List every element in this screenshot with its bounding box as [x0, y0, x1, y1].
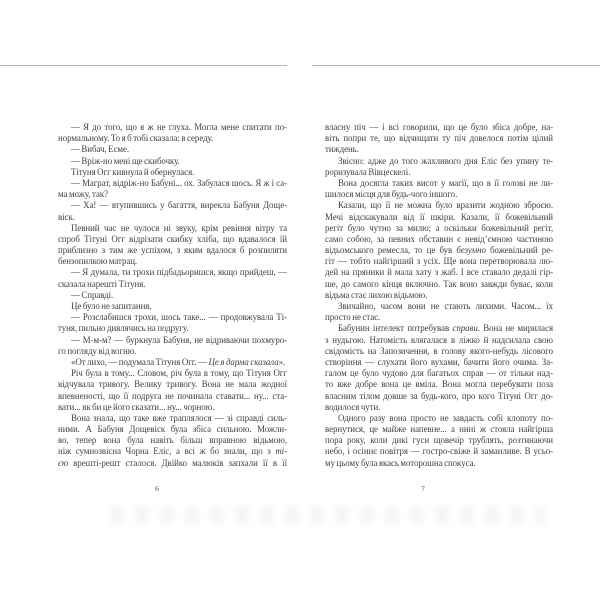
- text-line: [58, 301, 287, 312]
- text-segment: віск.: [58, 211, 75, 222]
- text-segment: з нудьгою. Натомість влягалася в ліжко й надсилала свою: [325, 334, 553, 345]
- text-line: [325, 245, 553, 256]
- text-segment: Певний час не чулося ні звуку, крім ревіння вітру та: [71, 222, 287, 233]
- text-segment: свідомість на Запозичення, в голову якого-небудь лісового: [325, 345, 553, 356]
- text-segment: — М-м-м? — буркнула Бабуня, не відриваючи похмуро-: [71, 334, 287, 345]
- text-segment: му цьому була якась моторошна спокуса.: [325, 457, 476, 468]
- text-segment: гіт — тобто найгірший з усіх. Ще вона перетворювала лю-: [325, 256, 553, 267]
- text-segment: галом це було чудово для багатьох справ — от тільки над-: [325, 368, 553, 379]
- text-line: [325, 335, 553, 346]
- text-line: [58, 279, 287, 290]
- text-segment: впевненості, що її подруга не починала ставати... ну... ста-: [58, 390, 287, 401]
- text-line: [325, 301, 553, 312]
- text-line: [325, 323, 553, 334]
- text-line: [325, 346, 553, 357]
- text-segment: Казали, що її не можна було вразити жодною зброєю.: [338, 200, 553, 211]
- text-line: [325, 435, 553, 446]
- text-segment: во, тепер вона була навіть більш вправною відьмою,: [58, 435, 287, 446]
- text-line: [58, 223, 287, 234]
- text-line: [325, 379, 553, 390]
- text-segment: Бабунин інтелект потребував: [338, 323, 453, 334]
- text-line: [325, 223, 553, 234]
- text-segment: тиждень.: [325, 144, 359, 155]
- text-segment: шилося місця для будь-чого іншого.: [325, 189, 458, 200]
- text-line: [58, 312, 287, 323]
- text-segment: відьма стає лихою відьмою.: [325, 289, 428, 300]
- text-line: [58, 346, 287, 357]
- text-line: [58, 256, 287, 267]
- page-number-right: 7: [421, 484, 425, 493]
- text-line: [58, 323, 287, 334]
- page-right-text: [325, 122, 553, 469]
- text-line: [325, 446, 553, 457]
- text-line: [325, 256, 553, 267]
- text-line: [58, 234, 287, 245]
- italic-text-segment: справи: [452, 323, 478, 334]
- text-line: [58, 402, 287, 413]
- text-segment: — Вибач, Есме.: [71, 144, 129, 155]
- text-line: [325, 312, 553, 323]
- text-segment: небо, і осіннє повітря — гостро-свіже й заманливе. В усьо-: [325, 446, 553, 457]
- text-segment: роризувала Вівцескелі.: [325, 166, 411, 177]
- faint-watermark: [110, 506, 546, 524]
- text-segment: відьомського ремесла, то це був: [325, 245, 457, 256]
- text-line: [58, 144, 287, 155]
- text-line: [325, 234, 553, 245]
- text-segment: вати... як би це його сказати... ну... чорною.: [58, 401, 215, 412]
- text-segment: божевільний ре-: [485, 245, 553, 256]
- text-line: [325, 290, 553, 301]
- text-segment: — Я думала, ти трохи підбадьоришся, якщо прийдеш, —: [71, 267, 287, 278]
- text-line: [325, 458, 553, 469]
- text-segment: — Я до того, що я ж не глуха. Могла мене спитати по-: [71, 122, 287, 132]
- text-line: [58, 245, 287, 256]
- text-segment: Одного разу вона просто не завдасть собі клопоту по-: [338, 412, 553, 423]
- page-number-left: 6: [155, 484, 159, 493]
- text-segment: Вона знала, що таке вже траплялося — зі справді силь-: [71, 412, 287, 423]
- text-segment: само собою, за певних обставин є невід’ємною частиною: [325, 233, 553, 244]
- text-segment: — Маграт, відріж-но Бабуні... ох. Забулася шось. Я ж і са-: [71, 177, 287, 188]
- italic-text-segment: Це я дарма сказала: [208, 356, 279, 367]
- text-segment: врешті-решт сталося. Двійко малюків запхали її в її: [68, 457, 287, 468]
- text-segment: ними. А Бабуня Дощевіск була збіса сильною. Можли-: [58, 424, 287, 435]
- text-line: [58, 357, 287, 368]
- text-line: [58, 446, 287, 457]
- text-segment: Це було не запитання.: [71, 301, 152, 311]
- text-line: [58, 178, 287, 189]
- text-segment: спроб Тітуні Огг відрізати скибку хліба, що вдавалося їй: [58, 233, 287, 244]
- text-line: [58, 458, 287, 469]
- text-segment: го погляду від вогню.: [58, 345, 137, 356]
- text-line: [325, 156, 553, 167]
- text-segment: Вона досягла таких висот у магії, що в її голові не ли-: [338, 177, 553, 188]
- text-segment: відчувала тривогу. Велику тривогу. Вона не мала жодної: [58, 379, 287, 390]
- text-segment: ше, до самого кінця включно. Так воно завжди буває, коли: [325, 278, 553, 289]
- text-line: [325, 402, 553, 413]
- italic-text-segment: безумно: [456, 245, 486, 256]
- text-segment: власну піч — і всі говорили, що це було збіса добре, на-: [325, 122, 553, 132]
- page-left-text: [58, 122, 287, 469]
- text-segment: вернутися, це майже напевне... а нині ж стояла найгірша: [325, 424, 553, 435]
- text-segment: бензопилкою матрац.: [58, 256, 138, 267]
- text-line: [325, 391, 553, 402]
- text-line: [58, 290, 287, 301]
- text-segment: регіт було чутно за милю; а оскільки божевільний регіт,: [325, 222, 553, 233]
- text-segment: ніж сумнозвісна Чорна Еліс, а всі ж бо знали, що з: [58, 446, 276, 457]
- text-segment: — Справді.: [71, 289, 114, 300]
- text-segment: . Вона не мирилася: [477, 323, 553, 334]
- text-segment: Звісно: адже до того жахливого дня Еліс без упину те-: [338, 155, 553, 166]
- text-line: [325, 189, 553, 200]
- text-line: [325, 413, 553, 424]
- text-line: [325, 144, 553, 155]
- text-line: [325, 122, 553, 133]
- text-line: [58, 200, 287, 211]
- text-segment: віть попри те, що відчищати ту піч довелося потім цілий: [325, 133, 553, 144]
- text-segment: дей на пряники й мала хату з жаб. І все ставало дедалі гір-: [325, 267, 553, 278]
- text-line: [325, 178, 553, 189]
- text-segment: сказала нарешті Тітуня.: [58, 278, 146, 289]
- text-segment: — Розслабишся трохи, шось таке... — продовжувала Ті-: [71, 312, 287, 323]
- text-line: [325, 212, 553, 223]
- text-segment: створіння — слухати його вухами, бачити його очима. За-: [325, 356, 553, 367]
- text-line: [58, 167, 287, 178]
- text-line: [58, 391, 287, 402]
- text-segment: «От лихо, — подумала Тітуня Огг. —: [71, 356, 209, 367]
- text-segment: — Ха! — втупившись у багаття, вирекла Бабуня Доще-: [71, 200, 287, 211]
- text-segment: водилося чути.: [325, 401, 381, 412]
- text-line: [58, 413, 287, 424]
- text-segment: ма можу, так?: [58, 189, 108, 200]
- italic-text-segment: ті-: [275, 446, 287, 457]
- text-line: [58, 335, 287, 346]
- text-line: [58, 189, 287, 200]
- text-line: [58, 379, 287, 390]
- text-line: [58, 368, 287, 379]
- text-line: [58, 435, 287, 446]
- text-segment: Річ була в тому... Словом, річ була в тому, що Тітуня Огг: [71, 368, 287, 379]
- text-segment: пора року, коли дикі гуси щовечір трублять, розтинаючи: [325, 435, 553, 446]
- text-segment: власним тілом довше за будь-кого, про кого Тітуні Огг до-: [325, 390, 553, 401]
- text-segment: просто не стає.: [325, 312, 381, 323]
- text-segment: Мечі відскакували від її шкіри. Казали, її божевільний: [325, 211, 553, 222]
- text-segment: Звичайно, часом вони не стають лихими. Часом... їх: [338, 301, 553, 311]
- text-line: [325, 424, 553, 435]
- text-line: [325, 357, 553, 368]
- text-segment: приблизно з тим же успіхом, з яким вдалося б розпиляти: [58, 245, 287, 256]
- text-line: [58, 156, 287, 167]
- text-line: [325, 200, 553, 211]
- text-line: [325, 279, 553, 290]
- text-line: [58, 212, 287, 223]
- text-line: [58, 133, 287, 144]
- text-line: [58, 122, 287, 133]
- italic-text-segment: єю: [58, 457, 69, 468]
- text-line: [58, 424, 287, 435]
- text-line: [325, 368, 553, 379]
- text-segment: — Вріж-но мені ще скибочку.: [71, 155, 180, 166]
- text-line: [325, 133, 553, 144]
- text-line: [58, 267, 287, 278]
- text-segment: туня, пильно дивлячись на подругу.: [58, 323, 189, 334]
- text-segment: ».: [278, 356, 286, 367]
- text-line: [325, 267, 553, 278]
- text-segment: нормальному. То я б тобі сказала: в середу.: [58, 133, 214, 144]
- text-segment: то вже добре вона це вміла. Вона могла перебувати поза: [325, 379, 553, 390]
- text-segment: Тітуня Огг кивнула й обернулася.: [71, 166, 195, 177]
- text-line: [325, 167, 553, 178]
